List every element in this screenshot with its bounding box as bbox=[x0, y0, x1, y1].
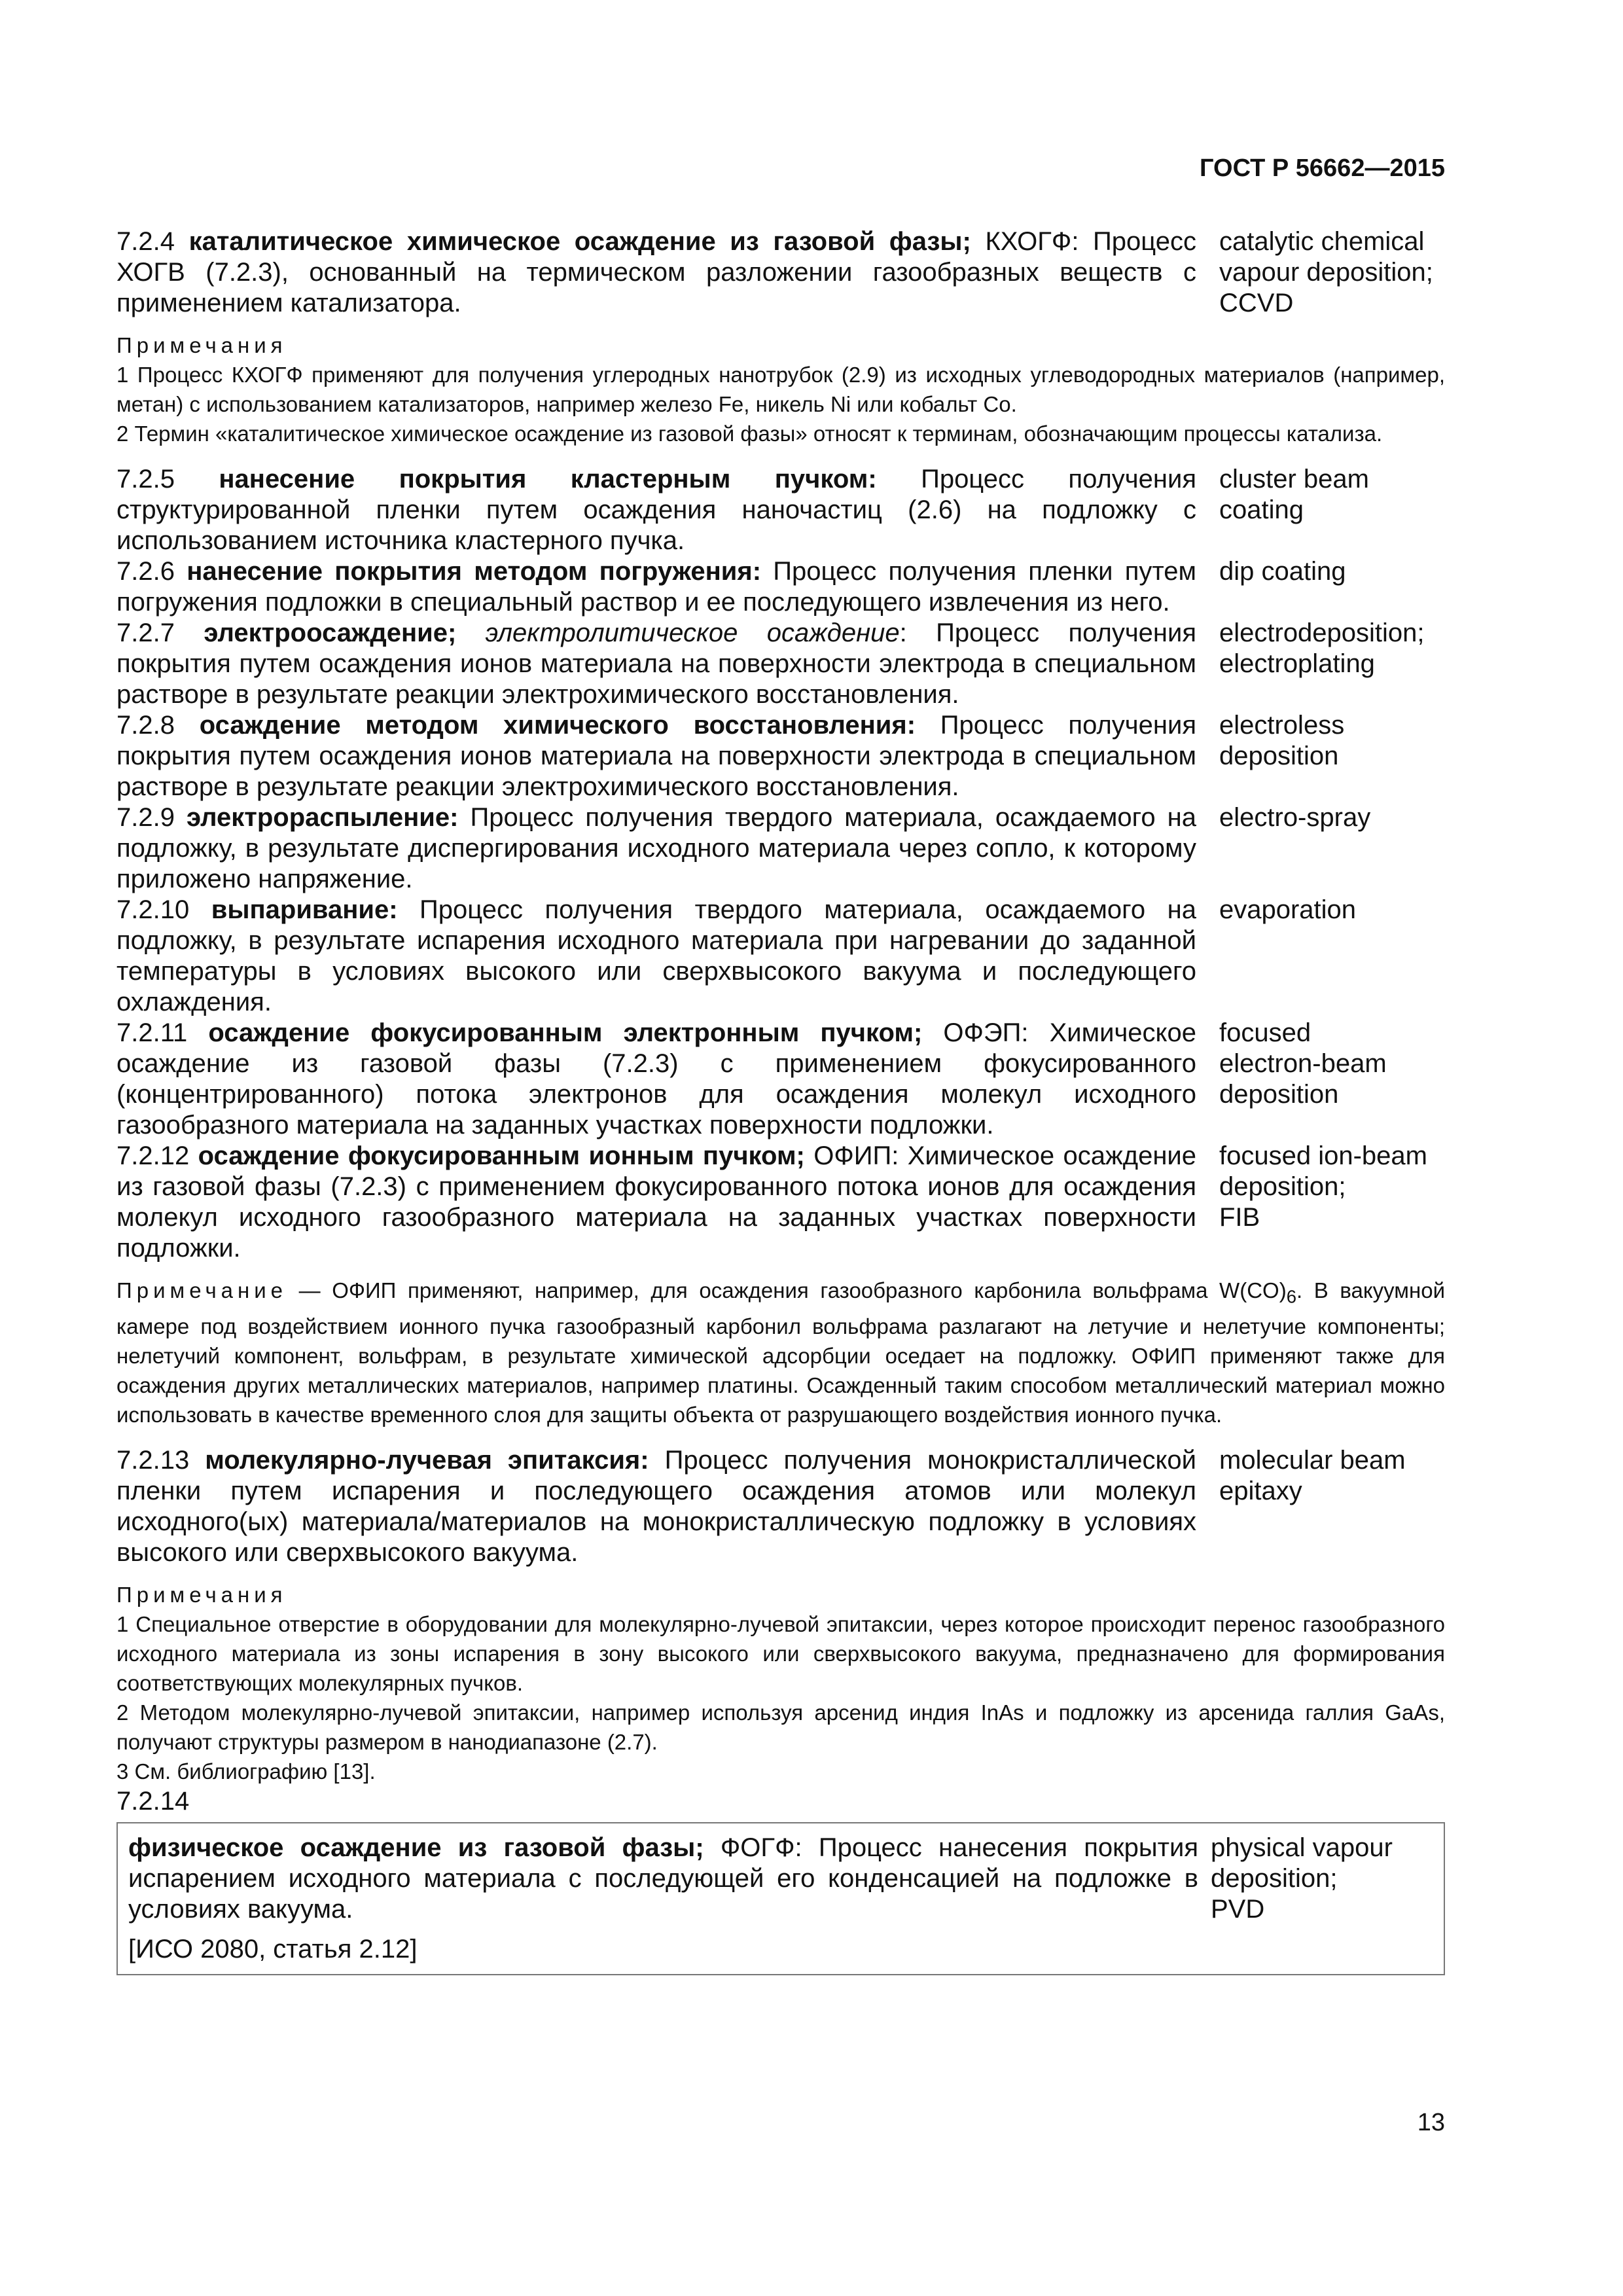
entry-term: осаждение фокусированным электронным пучком; bbox=[208, 1018, 923, 1047]
note-item: 2 Термин «каталитическое химическое осаждение из газовой фазы» относят к терминам, обозначающим процессы катализа. bbox=[116, 422, 1383, 446]
entry-synonym: электролитическое осаждение bbox=[456, 619, 900, 647]
entry-number-7-2-14: 7.2.14 bbox=[116, 1786, 190, 1816]
entry-definition: ФОГФ: Процесс нанесения покрытия испарением исходного материала с последующей его конденсацией на подложке в условиях вакуума. bbox=[128, 1833, 1198, 1924]
term-entry-7-2-9 bbox=[116, 802, 1445, 895]
entry-english-equivalent: catalytic chemical vapour deposition; CCVD bbox=[1219, 227, 1433, 317]
entry-definition: Процесс получения пленки путем погружения подложки в специальный раствор и ее последующего извлечения из него. bbox=[116, 557, 1197, 617]
entry-term: молекулярно-лучевая эпитаксия: bbox=[205, 1445, 649, 1475]
entry-number: 7.2.10 bbox=[116, 895, 190, 924]
note-title: Примечание bbox=[116, 1278, 288, 1302]
entry-number: 7.2.5 bbox=[116, 465, 175, 493]
entry-number: 7.2.8 bbox=[116, 711, 175, 740]
entry-english-equivalent: electro-spray bbox=[1219, 803, 1371, 832]
entry-english-equivalent: electroless deposition bbox=[1219, 711, 1345, 770]
entry-definition: ОФИП: Химическое осаждение из газовой фазы (7.2.3) с применением фокусированного потока ионов для осаждения молекул исходного газообразного материала на заданных участках поверхности подложки. bbox=[116, 1141, 1196, 1263]
entry-number: 7.2.7 bbox=[116, 619, 175, 647]
entry-term: электроосаждение; bbox=[204, 619, 457, 647]
entry-english-equivalent: electrodeposition; electroplating bbox=[1219, 619, 1425, 678]
term-entry-7-2-6 bbox=[116, 556, 1445, 618]
entry-term: электрораспыление: bbox=[187, 803, 459, 832]
term-entry-7-2-11 bbox=[116, 1018, 1445, 1141]
term-entry-7-2-4 bbox=[116, 226, 1445, 319]
entry-term: нанесение покрытия методом погружения: bbox=[187, 557, 762, 586]
entry-term: физическое осаждение из газовой фазы; bbox=[128, 1833, 704, 1862]
note-item: 1 Специальное отверстие в оборудовании для молекулярно-лучевой эпитаксии, через которое происходит перенос газообразного исходного материала из зоны испарения в зону высокого или сверхвысокого вакуума, предназначено для формирования соответствующих молекулярных пучков. bbox=[116, 1611, 1445, 1695]
entry-english-equivalent: evaporation bbox=[1219, 895, 1357, 924]
note-item: 2 Методом молекулярно-лучевой эпитаксии, например используя арсенид индия InAs и подложку из арсенида галлия GaAs, получают структуры размером в нанодиапазоне (2.7). bbox=[116, 1700, 1445, 1754]
boxed-entry-7-2-14 bbox=[116, 1822, 1445, 1975]
note-text-continued: . В вакуумной камере под воздействием ионного пучка газообразный карбонил вольфрама разлагают на летучие и нелетучие компоненты; нелетучий компонент, вольфрам, в результате химической адсорбции оседает на подложку. ОФИП применяют также для осаждения других металлических материалов, например платины. Осажденный таким способом металлический материал можно использовать в качестве временного слоя для защиты объекта от разрушающего воздействия ионного пучка. bbox=[116, 1278, 1445, 1427]
note-subscript: 6 bbox=[1286, 1286, 1296, 1307]
notes-7-2-13 bbox=[116, 1580, 1445, 1786]
entry-definition: Процесс получения структурированной пленки путем осаждения наночастиц (2.6) на подложку с использованием источника кластерного пучка. bbox=[116, 465, 1196, 555]
entry-term: выпаривание: bbox=[211, 895, 398, 924]
entry-reference: [ИСО 2080, статья 2.12] bbox=[128, 1934, 418, 1964]
entry-number: 7.2.11 bbox=[116, 1018, 188, 1047]
entry-english-equivalent: molecular beam epitaxy bbox=[1219, 1445, 1406, 1505]
entry-number: 7.2.12 bbox=[116, 1141, 190, 1170]
entry-term: осаждение методом химического восстановления: bbox=[199, 711, 916, 740]
entry-term: осаждение фокусированным ионным пучком; bbox=[198, 1141, 805, 1170]
note-item: 1 Процесс КХОГФ применяют для получения углеродных нанотрубок (2.9) из исходных углеводородных материалов (например, метан) с использованием катализаторов, например железо Fe, никель Ni или кобальт Co. bbox=[116, 363, 1445, 416]
entry-english-equivalent: cluster beam coating bbox=[1219, 465, 1369, 524]
entry-definition: КХОГФ: Процесс ХОГВ (7.2.3), основанный на термическом разложении газообразных веществ с применением катализатора. bbox=[116, 227, 1196, 317]
entry-number: 7.2.6 bbox=[116, 557, 175, 586]
term-entry-7-2-7 bbox=[116, 618, 1445, 710]
entry-definition: Процесс получения монокристаллической пленки путем испарения и последующего осаждения атомов или молекул исходного(ых) материала/материалов на монокристаллическую подложку в условиях высокого или сверхвысокого вакуума. bbox=[116, 1445, 1196, 1567]
entry-definition: Процесс получения покрытия путем осаждения ионов материала на поверхности электрода в специальном растворе в результате реакции электрохимического восстановления. bbox=[116, 711, 1196, 801]
entry-definition: ОФЭП: Химическое осаждение из газовой фазы (7.2.3) с применением фокусированного (концентрированного) потока электронов для осаждения молекул исходного газообразного материала на заданных участках поверхности подложки. bbox=[116, 1018, 1196, 1139]
note-text: ОФИП применяют, например, для осаждения газообразного карбонила вольфрама W(CO) bbox=[332, 1278, 1287, 1302]
entry-english-equivalent: focused ion-beam deposition; FIB bbox=[1219, 1141, 1427, 1232]
term-entry-7-2-13 bbox=[116, 1445, 1445, 1568]
entry-english-equivalent: dip coating bbox=[1219, 557, 1346, 586]
entry-english-equivalent: focused electron-beam deposition bbox=[1219, 1018, 1387, 1109]
note-7-2-12: Примечание — ОФИП применяют, например, для осаждения газообразного карбонила вольфрама $W(CO)_6$. В вакуумной камере под воздействием ионного пучка газообразный карбонил вольфрама разлагают на летучие и нелетучие компоненты; нелетучий компонент, вольфрам, в результате химической адсорбции оседает на подложку. ОФИП применяют также для осаждения других металлических материалов, например платины. Осажденный таким способом металлический материал можно использовать в качестве временного слоя для защиты объекта от разрушающего воздействия ионного пучка. bbox=[116, 1278, 1445, 1427]
entry-term: нанесение покрытия кластерным пучком: bbox=[219, 465, 877, 493]
term-entry-7-2-12 bbox=[116, 1141, 1445, 1264]
note-item: 3 См. библиографию [13]. bbox=[116, 1759, 376, 1784]
entry-number: 7.2.4 bbox=[116, 227, 175, 256]
notes-7-2-4 bbox=[116, 331, 1445, 448]
entry-number: 7.2.13 bbox=[116, 1445, 190, 1475]
document-standard-header: ГОСТ Р 56662—2015 bbox=[1200, 154, 1445, 182]
term-entry-7-2-8 bbox=[116, 710, 1445, 802]
entry-english-equivalent: physical vapour deposition; PVD bbox=[1211, 1833, 1393, 1924]
notes-title: Примечания bbox=[116, 333, 287, 357]
entry-definition: : Процесс получения покрытия путем осаждения ионов материала на поверхности электрода в специальном растворе в результате реакции электрохимического восстановления. bbox=[116, 619, 1197, 709]
notes-title: Примечания bbox=[116, 1582, 287, 1607]
term-entry-7-2-10 bbox=[116, 895, 1445, 1018]
page-number: 13 bbox=[1417, 2109, 1445, 2136]
page-content bbox=[116, 226, 1445, 1975]
entry-number: 7.2.9 bbox=[116, 803, 175, 832]
term-entry-7-2-5 bbox=[116, 464, 1445, 556]
entry-definition: Процесс получения твердого материала, осаждаемого на подложку, в результате испарения исходного материала при нагревании до заданной температуры в условиях высокого или сверхвысокого вакуума и последующего охлаждения. bbox=[116, 895, 1196, 1016]
entry-term: каталитическое химическое осаждение из газовой фазы; bbox=[188, 227, 971, 256]
entry-definition: Процесс получения твердого материала, осаждаемого на подложку, в результате диспергирования исходного материала через сопло, к которому приложено напряжение. bbox=[116, 803, 1196, 893]
